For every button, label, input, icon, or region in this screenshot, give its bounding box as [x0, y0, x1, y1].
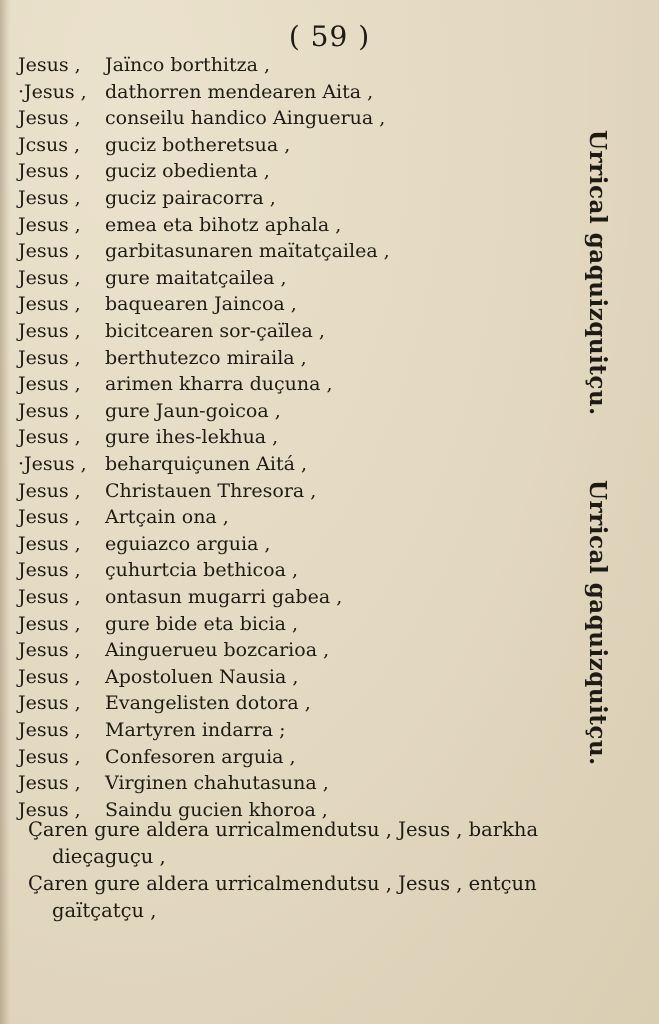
litany-line [0, 291, 600, 318]
closing-line: Çaren gure aldera urricalmendutsu , Jesus , barkha [28, 818, 539, 841]
invocation-name: Jesus , [18, 399, 81, 422]
invocation-name: Jesus , [18, 346, 81, 369]
closing-petition-2 [28, 870, 608, 924]
invocation-name: ·Jesus , [18, 80, 87, 103]
litany-line [0, 531, 600, 558]
litany-line [0, 664, 600, 691]
litany-line [0, 132, 600, 159]
litany-line [0, 584, 600, 611]
invocation-name: Jesus , [18, 54, 81, 76]
invocation-text: Evangelisten dotora , [105, 692, 311, 715]
litany-line [0, 451, 600, 478]
invocation-text: gure Jaun-goicoa , [105, 399, 281, 422]
invocation-name: Jesus , [18, 479, 81, 502]
litany-line [0, 637, 600, 664]
invocation-name: Jesus , [18, 293, 81, 316]
invocation-text: Martyren indarra ; [105, 719, 286, 741]
litany-line [0, 185, 600, 212]
invocation-name: Jesus , [18, 692, 81, 715]
invocation-text: Ainguerueu bozcarioa , [105, 639, 330, 662]
invocation-name: Jesus , [18, 426, 81, 449]
invocation-text: emea eta bihotz aphala , [105, 213, 342, 236]
invocation-text: garbitasunaren maïtatçailea , [105, 240, 390, 263]
litany-line [0, 158, 600, 185]
litany-line [0, 424, 600, 451]
invocation-text: gure bide eta bicia , [105, 612, 299, 635]
litany-line [0, 79, 600, 106]
invocation-text: bicitcearen sor-çaïlea , [105, 320, 325, 342]
litany-line [0, 744, 600, 771]
litany-line [0, 611, 600, 638]
invocation-name: Jesus , [18, 213, 81, 236]
litany-line [0, 345, 600, 372]
invocation-name: Jesus , [18, 160, 81, 183]
litany-line [0, 265, 600, 292]
litany-line [0, 105, 600, 132]
invocation-name: Jesus , [18, 639, 81, 662]
invocation-text: Confesoren arguia , [105, 745, 296, 768]
litany-line [0, 770, 600, 797]
invocation-text: beharquiçunen Aitá , [105, 453, 308, 475]
invocation-text: Virginen chahutasuna , [105, 772, 329, 795]
invocation-name: Jesus , [18, 320, 81, 342]
closing-line-continued: gaïtçatçu , [52, 899, 157, 922]
invocation-text: berthutezco miraila , [105, 346, 307, 369]
litany-line [0, 478, 600, 505]
invocation-name: Jesus , [18, 772, 81, 795]
invocation-name: Jesus , [18, 586, 81, 608]
invocation-text: guciz pairacorra , [105, 187, 276, 209]
invocation-name: Jesus , [18, 559, 81, 582]
invocation-text: guciz botheretsua , [105, 133, 291, 156]
invocation-name: Jesus , [18, 266, 81, 289]
litany-line [0, 398, 600, 425]
invocation-text: Apostoluen Nausia , [105, 665, 299, 688]
invocation-text: Saindu gucien khoroa , [105, 798, 328, 821]
litany-line [0, 371, 600, 398]
page-number: ( 59 ) [288, 20, 371, 53]
invocation-text: Jaïnco borthitza , [105, 54, 271, 76]
margin-response-2: Urrical gaquizquitçu. [584, 480, 611, 766]
invocation-name: Jcsus , [18, 133, 81, 156]
litany-line [0, 557, 600, 584]
invocation-name: Jesus , [18, 240, 81, 263]
invocation-name: Jesus , [18, 187, 81, 209]
invocation-text: arimen kharra duçuna , [105, 373, 333, 396]
litany-line [0, 52, 600, 79]
litany-line [0, 504, 600, 531]
invocation-text: ontasun mugarri gabea , [105, 586, 343, 608]
invocation-text: dathorren mendearen Aita , [105, 80, 374, 103]
invocation-name: Jesus , [18, 719, 81, 741]
litany-line [0, 717, 600, 744]
invocation-text: conseilu handico Ainguerua , [105, 107, 386, 130]
invocation-name: Jesus , [18, 612, 81, 635]
litany-line [0, 318, 600, 345]
invocation-name: Jesus , [18, 107, 81, 130]
invocation-text: baquearen Jaincoa , [105, 293, 297, 316]
invocation-text: Christauen Thresora , [105, 479, 317, 502]
litany-line [0, 212, 600, 239]
invocation-name: Jesus , [18, 745, 81, 768]
margin-response-1: Urrical gaquizquitçu. [584, 130, 611, 416]
invocation-name: Jesus , [18, 373, 81, 396]
invocation-name: Jesus , [18, 665, 81, 688]
invocation-name: Jesus , [18, 798, 81, 821]
invocation-name: Jesus , [18, 506, 81, 529]
invocation-text: guciz obedienta , [105, 160, 270, 183]
litany-line [0, 238, 600, 265]
invocation-text: Artçain ona , [105, 506, 229, 529]
invocation-name: Jesus , [18, 532, 81, 555]
invocation-text: gure ihes-lekhua , [105, 426, 279, 449]
closing-line: Çaren gure aldera urricalmendutsu , Jesus , entçun [28, 872, 537, 895]
invocation-text: gure maitatçailea , [105, 266, 287, 289]
closing-petition-1 [28, 816, 608, 870]
closing-line-continued: dieçaguçu , [52, 845, 166, 868]
litany-line [0, 690, 600, 717]
invocation-name: ·Jesus , [18, 453, 87, 475]
invocation-text: çuhurtcia bethicoa , [105, 559, 298, 582]
invocation-text: eguiazco arguia , [105, 532, 271, 555]
